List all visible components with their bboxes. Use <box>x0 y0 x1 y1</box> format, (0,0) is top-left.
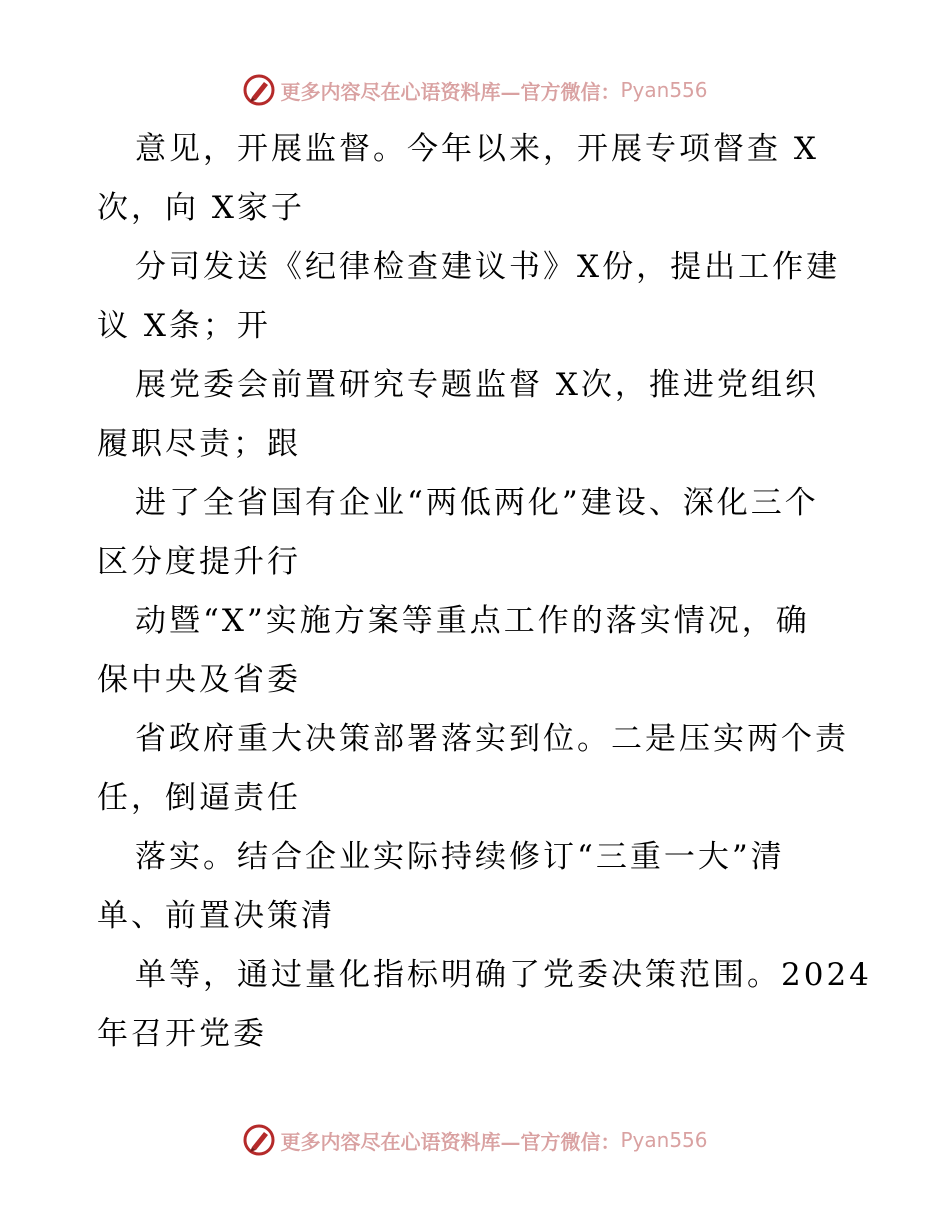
header-watermark <box>0 70 950 110</box>
text-line: 履职尽责；跟 <box>97 426 301 462</box>
watermark-wechat-id: Pyan556 <box>620 78 708 102</box>
pen-logo-icon <box>242 1123 276 1157</box>
text-line: 区分度提升行 <box>97 544 301 580</box>
text-line: 任，倒逼责任 <box>97 780 301 816</box>
text-line: 年召开党委 <box>97 1016 267 1052</box>
watermark-text: 更多内容尽在心语资料库—官方微信： <box>280 79 621 104</box>
text-line: 落实。结合企业实际持续修订“三重一大”清 <box>135 839 785 875</box>
text-line: 分司发送《纪律检查建议书》X份，提出工作建 <box>135 249 841 285</box>
text-line: 单、前置决策清 <box>97 898 335 934</box>
text-line: 议 X条；开 <box>97 308 271 344</box>
watermark-wechat-id: Pyan556 <box>620 1128 708 1152</box>
text-line: 保中央及省委 <box>97 662 301 698</box>
pen-logo-icon <box>242 73 276 107</box>
text-line: 展党委会前置研究专题监督 X次，推进党组织 <box>135 367 819 403</box>
footer-watermark <box>0 1120 950 1160</box>
text-line: 单等，通过量化指标明确了党委决策范围。2024 <box>135 957 872 993</box>
watermark-text: 更多内容尽在心语资料库—官方微信： <box>280 1129 621 1154</box>
text-line: 动暨“X”实施方案等重点工作的落实情况，确 <box>135 603 810 639</box>
document-body <box>97 120 872 1064</box>
text-line: 次，向 X家子 <box>97 190 305 226</box>
text-line: 省政府重大决策部署落实到位。二是压实两个责 <box>135 721 849 757</box>
text-line: 意见，开展监督。今年以来，开展专项督查 X <box>135 131 819 167</box>
text-line: 进了全省国有企业“两低两化”建设、深化三个 <box>135 485 819 521</box>
